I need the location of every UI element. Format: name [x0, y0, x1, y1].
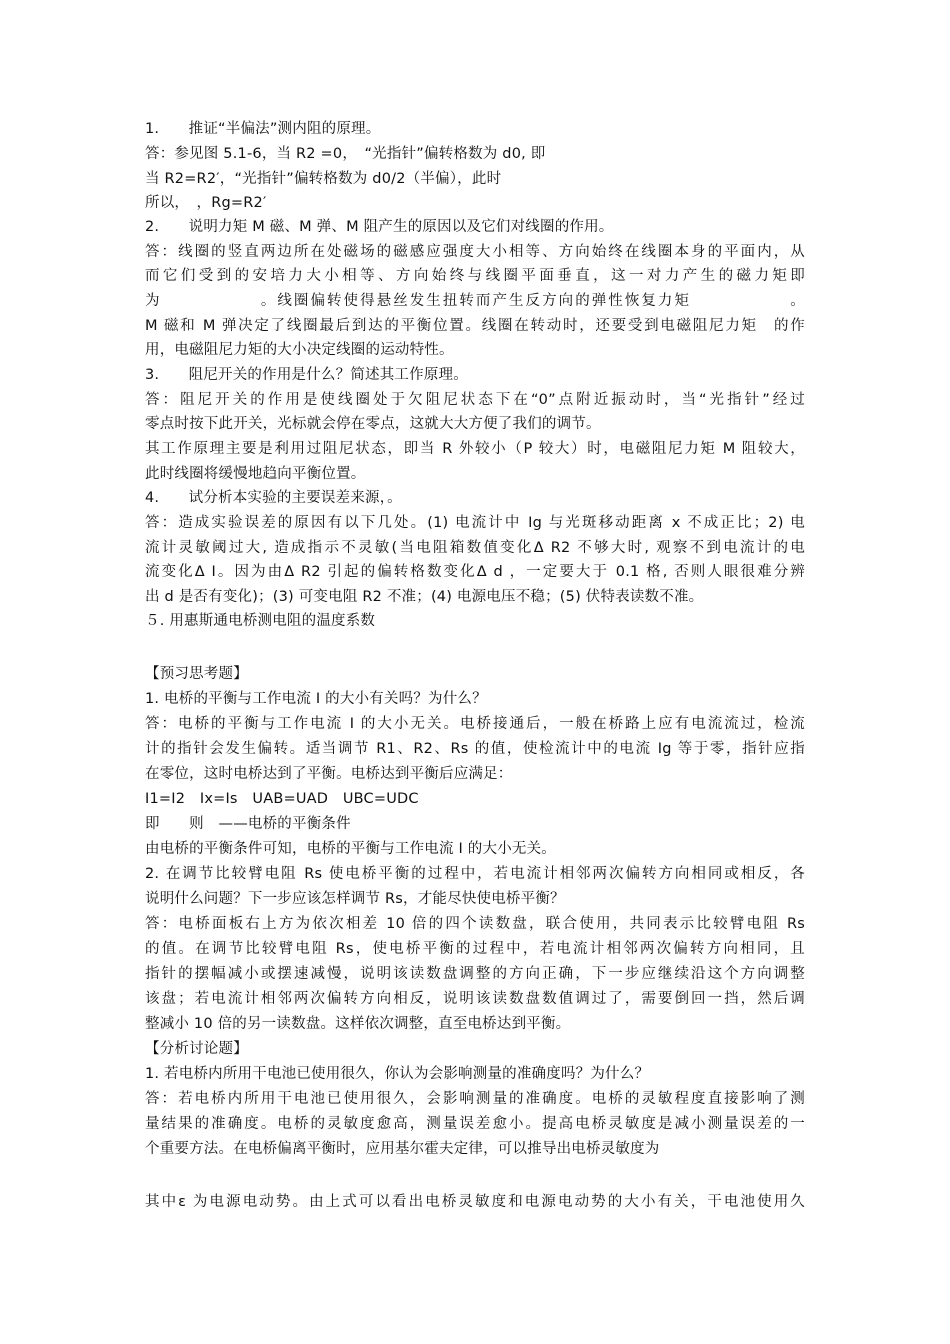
formula-line: I1=I2 Ix=Is UAB=UAD UBC=UDC — [145, 791, 419, 807]
answer-line: 所以， ，Rg=R2′ — [145, 195, 267, 211]
answer-line: 答：电桥面板右上方为依次相差 10 倍的四个读数盘，联合使用，共同表示比较臂电阻 Rs — [145, 916, 805, 932]
section-heading-preview: 【预习思考题】 — [145, 666, 248, 682]
answer-line: 其中ε 为电源电动势。由上式可以看出电桥灵敏度和电源电动势的大小有关，干电池使用久 — [145, 1194, 805, 1210]
answer-line: 出 d 是否有变化)；(3) 可变电阻 R2 不准；(4) 电源电压不稳；(5) 伏特表读数不准。 — [145, 589, 704, 605]
section-heading-discussion: 【分析讨论题】 — [145, 1041, 248, 1057]
answer-line: 流计灵敏阈过大, 造成指示不灵敏(当电阻箱数值变化Δ R2 不够大时, 观察不到电流计的电 — [145, 540, 805, 556]
answer-line: 整减小 10 倍的另一读数盘。这样依次调整，直至电桥达到平衡。 — [145, 1016, 571, 1032]
answer-line: 为 。线圈偏转使得悬丝发生扭转而产生反方向的弹性恢复力矩 。 — [145, 293, 805, 309]
question-line: 1. 若电桥内所用干电池已使用很久，你认为会影响测量的准确度吗？为什么？ — [145, 1066, 650, 1082]
question-line: 1. 电桥的平衡与工作电流 I 的大小有关吗？为什么？ — [145, 691, 487, 707]
answer-line: 此时线圈将缓慢地趋向平衡位置。 — [145, 466, 366, 482]
q4-title: 4. 试分析本实验的主要误差来源，。 — [145, 490, 402, 506]
q3-title: 3. 阻尼开关的作用是什么？简述其工作原理。 — [145, 367, 468, 383]
q2-title: 2. 说明力矩 M 磁、M 弹、M 阻产生的原因以及它们对线圈的作用。 — [145, 219, 614, 235]
answer-line: 其工作原理主要是利用过阻尼状态，即当 R 外较小（P 较大）时，电磁阻尼力矩 M 阻较大， — [145, 441, 805, 457]
answer-line: 量结果的准确度。电桥的灵敏度愈高，测量误差愈小。提高电桥灵敏度是减小测量误差的一 — [145, 1116, 805, 1132]
answer-line: 而它们受到的安培力大小相等、方向始终与线圈平面垂直，这一对力产生的磁力矩即 — [145, 268, 805, 284]
q1-title: 1. 推证“半偏法”测内阻的原理。 — [145, 121, 381, 137]
answer-line: 答：造成实验误差的原因有以下几处。(1) 电流计中 Ig 与光斑移动距离 x 不成正比；2) 电 — [145, 515, 805, 531]
formula-line: 即 则 ——电桥的平衡条件 — [145, 816, 351, 832]
answer-line: 流变化Δ I。因为由Δ R2 引起的偏转格数变化Δ d ，一定要大于 0.1 格, 否则人眼很难分辨 — [145, 564, 805, 580]
question-line: 说明什么问题？下一步应该怎样调节 Rs，才能尽快使电桥平衡？ — [145, 891, 565, 907]
question-line: 2. 在调节比较臂电阻 Rs 使电桥平衡的过程中，若电流计相邻两次偏转方向相同或相反，各 — [145, 866, 805, 882]
section-title: ５. 用惠斯通电桥测电阻的温度系数 — [145, 613, 376, 629]
answer-line: 答：电桥的平衡与工作电流 I 的大小无关。电桥接通后，一般在桥路上应有电流流过，检流 — [145, 716, 805, 732]
answer-line: 答：若电桥内所用干电池已使用很久，会影响测量的准确度。电桥的灵敏程度直接影响了测 — [145, 1091, 805, 1107]
answer-line: 计的指针会发生偏转。适当调节 R1、R2、Rs 的值，使检流计中的电流 Ig 等于零，指针应指 — [145, 741, 805, 757]
answer-line: 零点时按下此开关，光标就会停在零点，这就大大方便了我们的调节。 — [145, 416, 601, 432]
answer-line: 答：参见图 5.1-6，当 R2 =0， “光指针”偏转格数为 d0, 即 — [145, 146, 546, 162]
answer-line: 由电桥的平衡条件可知，电桥的平衡与工作电流 I 的大小无关。 — [145, 841, 556, 857]
answer-line: 个重要方法。在电桥偏离平衡时，应用基尔霍夫定律，可以推导出电桥灵敏度为 — [145, 1141, 660, 1157]
answer-line: 的值。在调节比较臂电阻 Rs，使电桥平衡的过程中，若电流计相邻两次偏转方向相同，且 — [145, 941, 805, 957]
answer-line: 用，电磁阻尼力矩的大小决定线圈的运动特性。 — [145, 342, 454, 358]
answer-line: 该盘；若电流计相邻两次偏转方向相反，说明该读数盘数值调过了，需要倒回一挡，然后调 — [145, 991, 805, 1007]
answer-line: 当 R2=R2′，“光指针”偏转格数为 d0/2（半偏），此时 — [145, 171, 502, 187]
answer-line: 在零位，这时电桥达到了平衡。电桥达到平衡后应满足： — [145, 766, 513, 782]
answer-line: M 磁和 M 弹决定了线圈最后到达的平衡位置。线圈在转动时，还要受到电磁阻尼力矩 的作 — [145, 318, 805, 334]
answer-line: 指针的摆幅减小或摆速减慢，说明该读数盘调整的方向正确，下一步应继续沿这个方向调整 — [145, 966, 805, 982]
answer-line: 答：阻尼开关的作用是使线圈处于欠阻尼状态下在“0”点附近振动时，当“光指针”经过 — [145, 392, 805, 408]
answer-line: 答：线圈的竖直两边所在处磁场的磁感应强度大小相等、方向始终在线圈本身的平面内，从 — [145, 244, 805, 260]
